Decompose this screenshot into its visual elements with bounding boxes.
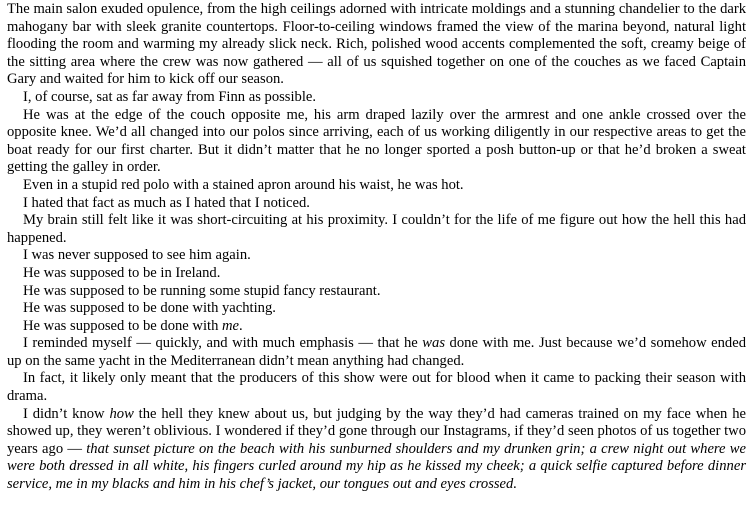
- paragraph: [7, 283, 746, 301]
- paragraph: [7, 406, 746, 494]
- paragraph: [7, 318, 746, 336]
- text-segment: He was supposed to be running some stupid fancy restaurant.: [23, 282, 381, 299]
- paragraph: [7, 335, 746, 370]
- paragraph: [7, 1, 746, 89]
- paragraph: [7, 177, 746, 195]
- paragraph: [7, 300, 746, 318]
- text-segment: He was supposed to be done with: [23, 317, 223, 334]
- text-segment: I was never supposed to see him again.: [23, 247, 251, 264]
- text-segment: He was at the edge of the couch opposite me, his arm draped lazily over the armrest and one ankle crossed over the opposite knee. We’d all changed into our polos since arriving, each of us working diligently in our respective areas to get the boat ready for our first charter. But it didn’t matter that he no longer sported a posh button-up or that he’d broken a sweat getting the galley in order.: [7, 106, 746, 176]
- paragraph: [7, 247, 746, 265]
- paragraph: [7, 265, 746, 283]
- paragraph: [7, 195, 746, 213]
- text-segment: He was supposed to be done with yachting.: [23, 300, 276, 317]
- paragraph: [7, 107, 746, 177]
- text-segment: Even in a stupid red polo with a stained apron around his waist, he was hot.: [23, 176, 464, 193]
- italic-text-segment: me: [222, 317, 240, 334]
- text-segment: done with me. Just because we’d somehow ended up on the same yacht in the Mediterranean didn’t mean anything had changed.: [7, 335, 747, 369]
- italic-text-segment: was: [422, 335, 446, 352]
- text-segment: the hell they knew about us, but judging by the way they’d had cameras trained on my face when he showed up, they weren’t oblivious. I wondered if they’d gone through our Instagrams, if they’d seen photos of us together two years ago —: [7, 405, 746, 457]
- paragraphs-container: [7, 1, 746, 494]
- paragraph: [7, 370, 746, 405]
- text-segment: In fact, it likely only meant that the producers of this show were out for blood when it came to packing their season with drama.: [7, 370, 746, 405]
- paragraph: [7, 89, 746, 107]
- text-segment: I hated that fact as much as I hated that I noticed.: [23, 194, 310, 211]
- text-segment: I didn’t know: [23, 405, 110, 422]
- text-segment: The main salon exuded opulence, from the high ceilings adorned with intricate moldings and a stunning chandelier to the dark mahogany bar with sleek granite countertops. Floor-to-ceiling windows framed the view of the marina beyond, natural light flooding the room and warming my already slick neck. Rich, polished wood accents complemented the soft, creamy beige of the sitting area where the crew was now gathered — all of us squished together on one of the couches as we faced Captain Gary and waited for him to kick off our season.: [7, 1, 746, 88]
- text-segment: My brain still felt like it was short-circuiting at his proximity. I couldn’t for the life of me figure out how the hell this had happened.: [7, 212, 746, 246]
- paragraph: [7, 212, 746, 247]
- text-segment: I, of course, sat as far away from Finn as possible.: [23, 88, 317, 105]
- text-segment: I reminded myself — quickly, and with much emphasis — that he: [23, 335, 423, 352]
- text-segment: He was supposed to be in Ireland.: [23, 264, 221, 281]
- text-segment: .: [239, 317, 243, 334]
- italic-text-segment: how: [109, 405, 134, 422]
- italic-text-segment: that sunset picture on the beach with his sunburned shoulders and my drunken grin; a crew night out where we were both dressed in all white, his fingers curled around my hip as he kissed my cheek; a quick selfie captured before dinner service, me in my blacks and him in his chef’s jacket, our tongues out and eyes crossed.: [7, 440, 747, 493]
